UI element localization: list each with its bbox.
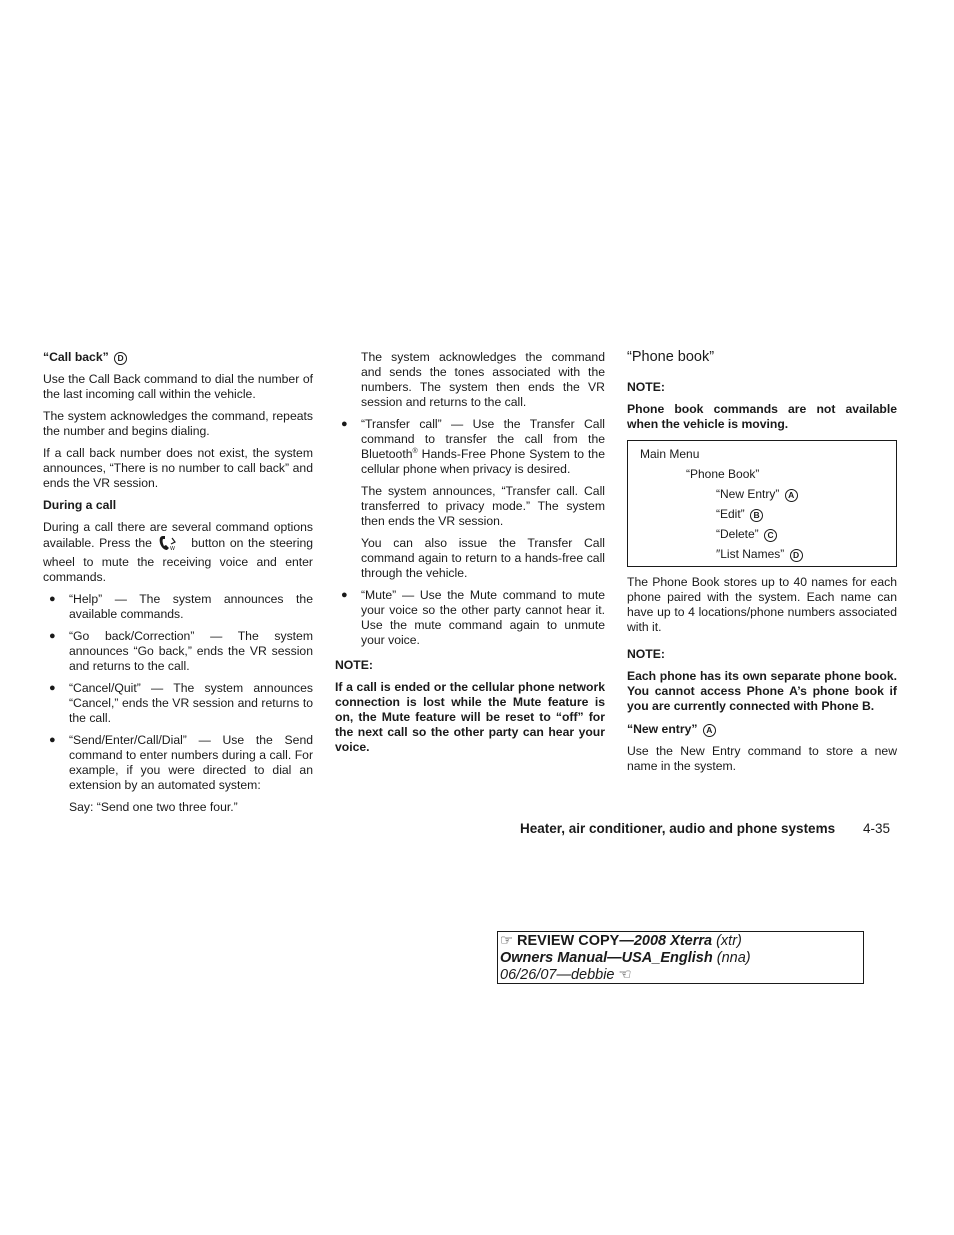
phone-talk-icon	[157, 535, 187, 555]
phone-book-title: “Phone book”	[627, 349, 715, 365]
list-item: ● “Help” — The system announces the available commands.	[49, 592, 313, 621]
call-back-paragraph-1: Use the Call Back command to dial the number of the last incoming call within the vehicle.	[43, 372, 313, 401]
review-line-1: ☞ REVIEW COPY—2008 Xterra (xtr)	[500, 933, 742, 949]
list-item: ● “Cancel/Quit” — The system announces “Cancel,” ends the VR session and returns to the call.	[49, 681, 313, 725]
note-text: If a call is ended or the cellular phone network connection is lost while the Mute feature is on, the Mute feature will be reset to “off” for the next call so the other party can hear your voice.	[335, 680, 605, 754]
send-paragraph: The system acknowledges the command and sends the tones associated with the numbers. The system then ends the VR session and returns to the call.	[361, 350, 605, 409]
svg-text:W: W	[169, 546, 175, 551]
menu-item-delete: “Delete” C	[640, 524, 886, 544]
footer-section-title: Heater, air conditioner, audio and phone systems	[520, 821, 836, 836]
new-entry-heading: “New entry” A	[627, 722, 897, 737]
menu-item-new-entry: “New Entry” A	[640, 484, 886, 504]
during-call-paragraph: During a call there are several command options available. Press the W button on the steering wheel to mute the receiving voice and enter commands.	[43, 520, 313, 584]
note-label: NOTE:	[627, 380, 665, 394]
menu-item-list-names: ″List Names” D	[640, 544, 886, 564]
marker-c: C	[764, 529, 777, 542]
page-number: 4-35	[863, 821, 891, 836]
list-item: ● “Mute” — Use the Mute command to mute your voice so the other party cannot hear it. Use the mute command again to unmute your voice.	[341, 588, 605, 647]
pointing-left-icon: ☜	[618, 967, 632, 983]
column-2	[335, 350, 605, 763]
note-label: NOTE:	[335, 658, 373, 672]
transfer-paragraph-1: The system announces, “Transfer call. Call transferred to privacy mode.” The system then ends the VR session.	[361, 484, 605, 528]
review-copy-stamp	[497, 931, 864, 984]
column-1	[43, 350, 313, 822]
list-item: ● “Transfer call” — Use the Transfer Call command to transfer the call from the Bluetooth® Hands-Free Phone System to the cellular phone when privacy is desired.	[341, 417, 605, 476]
note-text: Each phone has its own separate phone book. You cannot access Phone A’s phone book if you are currently connected with Phone B.	[627, 669, 897, 713]
marker-a: A	[703, 724, 716, 737]
during-call-heading: During a call	[43, 498, 117, 512]
menu-main: Main Menu	[640, 447, 700, 461]
marker-b: B	[750, 509, 763, 522]
call-back-heading: “Call back” D	[43, 350, 313, 365]
menu-item-edit: “Edit” B	[640, 504, 886, 524]
transfer-paragraph-2: You can also issue the Transfer Call command again to return to a hands-free call through the vehicle.	[361, 536, 605, 580]
note-label: NOTE:	[627, 647, 665, 661]
phone-book-paragraph: The Phone Book stores up to 40 names for each phone paired with the system. Each name can have up to 4 locations/phone numbers associated with it.	[627, 575, 897, 634]
new-entry-paragraph: Use the New Entry command to store a new name in the system.	[627, 744, 897, 773]
marker-d: D	[790, 549, 803, 562]
marker-a: A	[785, 489, 798, 502]
pointing-right-icon: ☞	[500, 933, 513, 949]
call-back-paragraph-3: If a call back number does not exist, the system announces, “There is no number to call back” and ends the VR session.	[43, 446, 313, 490]
review-line-3: 06/26/07—debbie ☜	[500, 967, 632, 983]
review-line-2: Owners Manual—USA_English (nna)	[500, 950, 751, 966]
column-3	[627, 350, 897, 781]
list-item: ● “Go back/Correction” — The system announces “Go back,” ends the VR session and returns to the call.	[49, 629, 313, 673]
marker-d: D	[114, 352, 127, 365]
call-back-paragraph-2: The system acknowledges the command, repeats the number and begins dialing.	[43, 409, 313, 438]
note-text: Phone book commands are not available when the vehicle is moving.	[627, 402, 897, 431]
list-item: ● “Send/Enter/Call/Dial” — Use the Send command to enter numbers during a call. For example, if you were directed to dial an extension by an automated system:	[49, 733, 313, 792]
say-example: Say: “Send one two three four.”	[69, 800, 238, 814]
menu-phone-book: “Phone Book”	[686, 467, 760, 481]
menu-tree-box	[627, 440, 897, 567]
